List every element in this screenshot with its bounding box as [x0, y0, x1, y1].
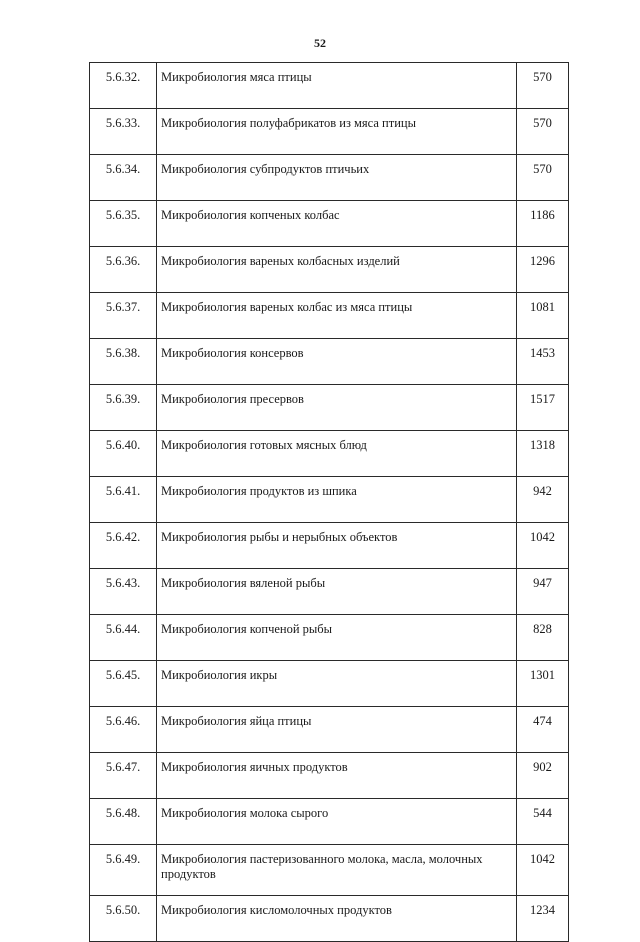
row-name: Микробиология молока сырого	[157, 799, 517, 845]
row-name: Микробиология кисломолочных продуктов	[157, 896, 517, 942]
price-table-body	[90, 63, 569, 942]
table-row	[90, 799, 569, 845]
table-row	[90, 615, 569, 661]
row-code: 5.6.39.	[90, 385, 157, 431]
table-row	[90, 155, 569, 201]
row-price: 828	[517, 615, 569, 661]
row-name: Микробиология вяленой рыбы	[157, 569, 517, 615]
row-price: 1517	[517, 385, 569, 431]
row-price: 1453	[517, 339, 569, 385]
row-code: 5.6.35.	[90, 201, 157, 247]
table-row	[90, 109, 569, 155]
row-name: Микробиология копченой рыбы	[157, 615, 517, 661]
row-code: 5.6.37.	[90, 293, 157, 339]
row-code: 5.6.34.	[90, 155, 157, 201]
page-number: 52	[314, 36, 326, 50]
row-price: 1042	[517, 523, 569, 569]
table-row	[90, 385, 569, 431]
row-code: 5.6.47.	[90, 753, 157, 799]
row-name: Микробиология субпродуктов птичьих	[157, 155, 517, 201]
row-price: 1301	[517, 661, 569, 707]
row-name: Микробиология вареных колбасных изделий	[157, 247, 517, 293]
price-table	[89, 62, 569, 942]
row-price: 1234	[517, 896, 569, 942]
row-name: Микробиология консервов	[157, 339, 517, 385]
table-row	[90, 431, 569, 477]
row-name: Микробиология яичных продуктов	[157, 753, 517, 799]
row-code: 5.6.49.	[90, 845, 157, 896]
table-row	[90, 661, 569, 707]
row-code: 5.6.32.	[90, 63, 157, 109]
table-row	[90, 293, 569, 339]
row-price: 544	[517, 799, 569, 845]
row-price: 570	[517, 63, 569, 109]
row-code: 5.6.40.	[90, 431, 157, 477]
row-name: Микробиология яйца птицы	[157, 707, 517, 753]
row-name: Микробиология полуфабрикатов из мяса птицы	[157, 109, 517, 155]
table-row	[90, 896, 569, 942]
row-name: Микробиология икры	[157, 661, 517, 707]
row-code: 5.6.44.	[90, 615, 157, 661]
row-price: 570	[517, 109, 569, 155]
row-name: Микробиология пресервов	[157, 385, 517, 431]
table-row	[90, 247, 569, 293]
table-row	[90, 477, 569, 523]
row-name: Микробиология продуктов из шпика	[157, 477, 517, 523]
table-row	[90, 63, 569, 109]
row-name: Микробиология мяса птицы	[157, 63, 517, 109]
table-row	[90, 707, 569, 753]
row-price: 474	[517, 707, 569, 753]
row-code: 5.6.42.	[90, 523, 157, 569]
row-name: Микробиология рыбы и нерыбных объектов	[157, 523, 517, 569]
row-name: Микробиология копченых колбас	[157, 201, 517, 247]
row-price: 942	[517, 477, 569, 523]
row-code: 5.6.48.	[90, 799, 157, 845]
row-code: 5.6.45.	[90, 661, 157, 707]
table-row	[90, 201, 569, 247]
row-price: 1296	[517, 247, 569, 293]
row-code: 5.6.33.	[90, 109, 157, 155]
row-name: Микробиология вареных колбас из мяса птицы	[157, 293, 517, 339]
row-code: 5.6.43.	[90, 569, 157, 615]
row-name: Микробиология пастеризованного молока, масла, молочных продуктов	[157, 845, 517, 896]
table-row	[90, 569, 569, 615]
row-price: 1081	[517, 293, 569, 339]
row-price: 570	[517, 155, 569, 201]
row-price: 1042	[517, 845, 569, 896]
row-code: 5.6.38.	[90, 339, 157, 385]
row-name: Микробиология готовых мясных блюд	[157, 431, 517, 477]
row-price: 1186	[517, 201, 569, 247]
row-code: 5.6.36.	[90, 247, 157, 293]
table-row	[90, 753, 569, 799]
table-row	[90, 339, 569, 385]
row-code: 5.6.46.	[90, 707, 157, 753]
row-code: 5.6.50.	[90, 896, 157, 942]
row-price: 902	[517, 753, 569, 799]
row-price: 947	[517, 569, 569, 615]
table-row	[90, 845, 569, 896]
table-row	[90, 523, 569, 569]
row-price: 1318	[517, 431, 569, 477]
row-code: 5.6.41.	[90, 477, 157, 523]
